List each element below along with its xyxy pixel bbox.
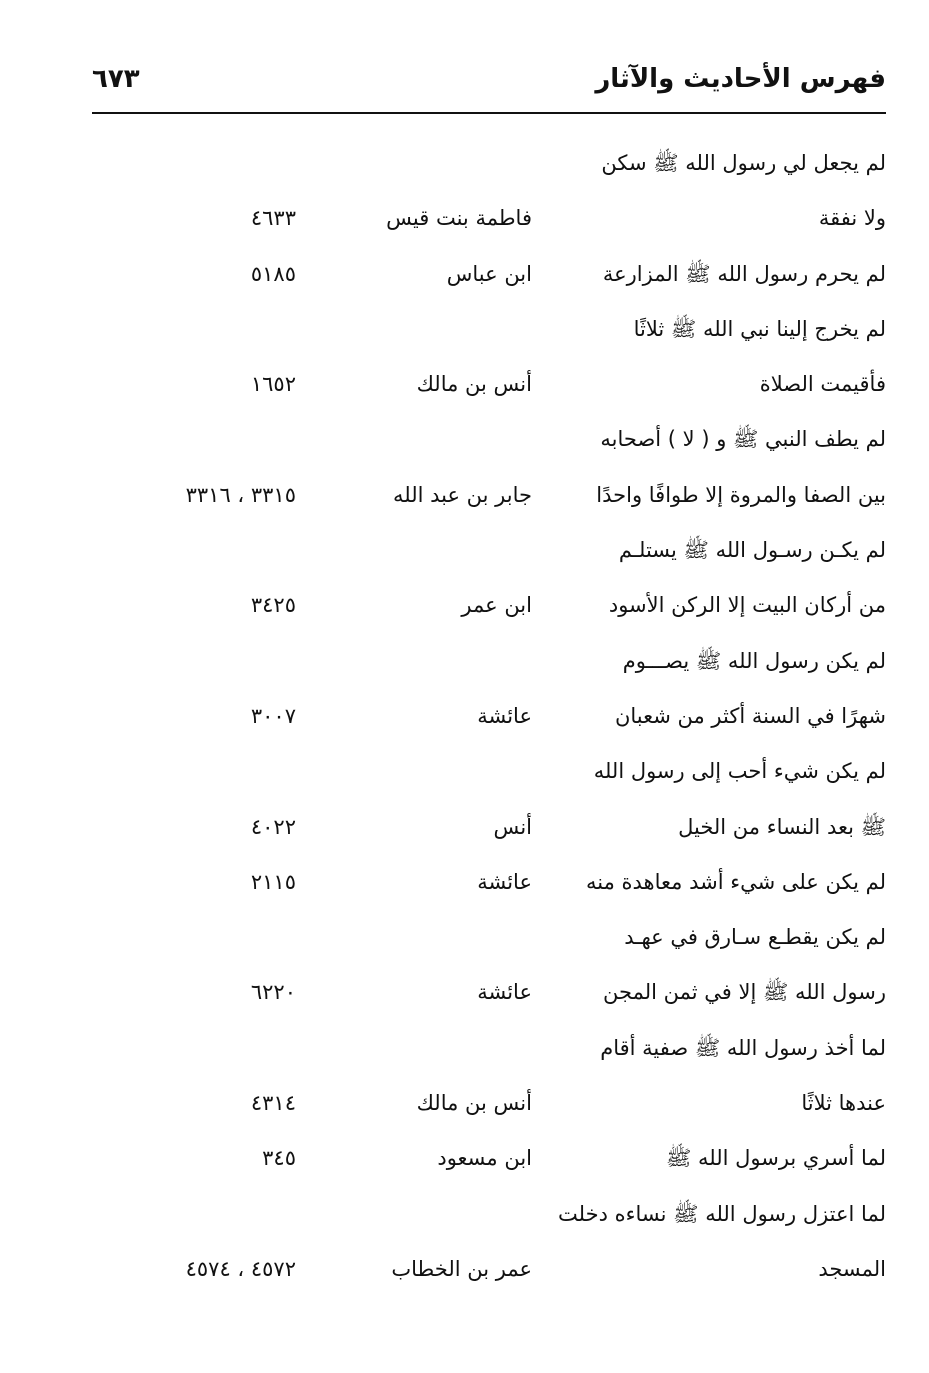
hadith-text: بين الصفا والمروة إلا طوافًا واحدًا [596, 482, 886, 507]
header-rule [92, 112, 886, 114]
narrator: أنس [493, 814, 532, 839]
hadith-number: ١٦٥٢ [250, 372, 296, 397]
hadith-text: لم يجعل لي رسول الله ﷺ سكن [601, 151, 886, 175]
hadith-number: ٢١١٥ [250, 869, 296, 894]
hadith-number: ٤٠٢٢ [250, 814, 296, 839]
hadith-text: لما اعتزل رسول الله ﷺ نساءه دخلت [558, 1201, 886, 1226]
index-row [0, 1243, 929, 1298]
narrator: ابن مسعود [437, 1146, 532, 1171]
index-row [0, 524, 929, 579]
hadith-number: ٣٤٥ [262, 1146, 296, 1171]
hadith-text: لم يحرم رسول الله ﷺ المزارعة [602, 261, 886, 286]
hadith-number: ٥١٨٥ [250, 261, 296, 286]
index-row [0, 966, 929, 1021]
hadith-number: ٣٤٢٥ [250, 593, 296, 618]
hadith-text: لم يكن شيء أحب إلى رسول الله [593, 759, 886, 784]
hadith-text: لم يكن يقطـع سـارق في عهـد [624, 925, 886, 950]
hadith-index-list [0, 137, 929, 1298]
index-row [0, 1188, 929, 1243]
narrator: عمر بن الخطاب [391, 1256, 532, 1281]
narrator: جابر بن عبد الله [392, 482, 532, 507]
index-row [0, 856, 929, 911]
hadith-text: فأقيمت الصلاة [759, 372, 886, 397]
index-row [0, 303, 929, 358]
hadith-number: ٤٣١٤ [250, 1091, 296, 1116]
index-row [0, 745, 929, 800]
index-row [0, 911, 929, 966]
index-row [0, 1077, 929, 1132]
hadith-text: لم يكن رسول الله ﷺ يصـــوم [622, 648, 886, 673]
page-header [92, 58, 886, 108]
page-number: ٦٧٣ [92, 64, 140, 94]
index-row [0, 690, 929, 745]
hadith-number: ٦٢٢٠ [250, 980, 296, 1005]
index-row [0, 248, 929, 303]
page-title: فهرس الأحاديث والآثار [595, 64, 886, 94]
hadith-text: لما أخذ رسول الله ﷺ صفية أقام [600, 1035, 886, 1060]
index-row [0, 469, 929, 524]
index-row [0, 635, 929, 690]
index-row [0, 1132, 929, 1187]
index-row [0, 579, 929, 634]
hadith-number: ٣٣١٥ ، ٣٣١٦ [185, 482, 296, 507]
hadith-text: لما أسري برسول الله ﷺ [665, 1146, 886, 1171]
narrator: ابن عمر [461, 593, 532, 618]
hadith-text: لم يكن على شيء أشد معاهدة منه [586, 869, 886, 894]
narrator: عائشة [477, 980, 532, 1005]
hadith-text: لم يخرج إلينا نبي الله ﷺ ثلاثًا [633, 316, 886, 341]
narrator: عائشة [477, 703, 532, 728]
index-row [0, 358, 929, 413]
index-row [0, 137, 929, 192]
narrator: أنس بن مالك [416, 1091, 532, 1116]
hadith-text: المسجد [818, 1256, 886, 1281]
index-row [0, 413, 929, 468]
hadith-text: لم يكـن رسـول الله ﷺ يستلـم [618, 538, 886, 563]
hadith-number: ٣٠٠٧ [250, 703, 296, 728]
narrator: عائشة [477, 869, 532, 894]
hadith-text: رسول الله ﷺ إلا في ثمن المجن [603, 980, 886, 1005]
hadith-number: ٤٥٧٢ ، ٤٥٧٤ [185, 1256, 296, 1281]
hadith-text: ولا نفقة [818, 206, 886, 231]
hadith-number: ٤٦٣٣ [250, 206, 296, 231]
index-row [0, 192, 929, 247]
narrator: فاطمة بنت قيس [386, 206, 532, 231]
hadith-text: لم يطف النبي ﷺ و ( لا ) أصحابه [600, 427, 886, 452]
hadith-text: من أركان البيت إلا الركن الأسود [608, 593, 886, 618]
narrator: أنس بن مالك [416, 372, 532, 397]
hadith-text: شهرًا في السنة أكثر من شعبان [614, 703, 886, 728]
hadith-text: ﷺ بعد النساء من الخيل [678, 814, 886, 839]
narrator: ابن عباس [446, 261, 532, 286]
hadith-text: عندها ثلاثًا [801, 1091, 886, 1116]
index-row [0, 1022, 929, 1077]
index-row [0, 801, 929, 856]
